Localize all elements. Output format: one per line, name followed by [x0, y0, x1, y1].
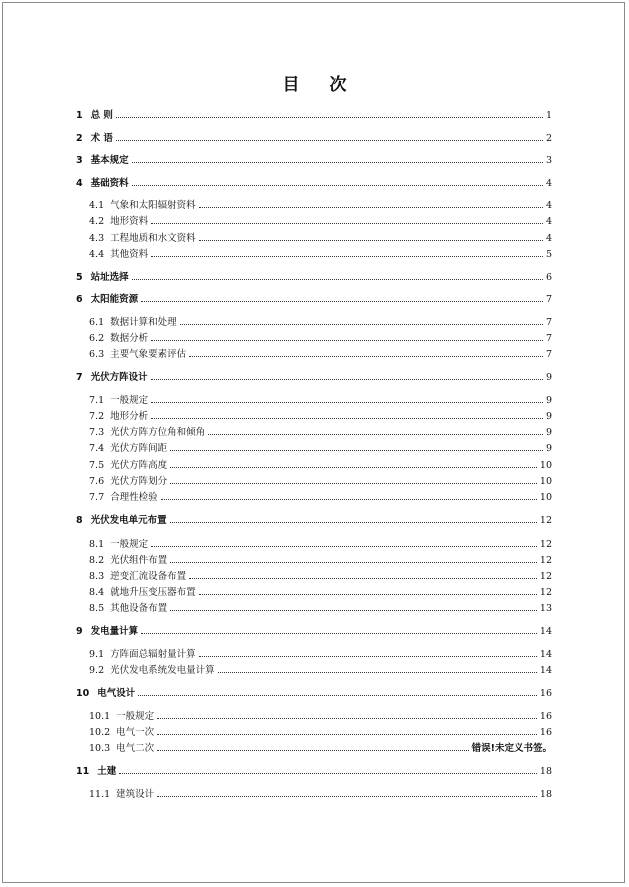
toc-leader-dots — [116, 140, 543, 141]
toc-entry-page: 18 — [539, 789, 552, 800]
toc-entry-number: 11 — [76, 766, 90, 777]
toc-entry-label: 其他设备布置 — [110, 603, 168, 614]
toc-entry-page: 9 — [545, 427, 552, 438]
toc-entry-label: 一般规定 — [110, 395, 149, 406]
toc-section-entry[interactable] — [89, 441, 552, 455]
toc-section-entry[interactable] — [89, 725, 552, 739]
toc-entry-number: 9.1 — [89, 649, 105, 660]
toc-leader-dots — [170, 562, 537, 563]
toc-entry-label: 一般规定 — [110, 539, 149, 550]
toc-chapter-entry[interactable] — [76, 764, 552, 778]
toc-entry-page: 5 — [545, 249, 552, 260]
toc-entry-label: 主要气象要素评估 — [110, 349, 187, 360]
toc-leader-dots — [170, 610, 537, 611]
toc-leader-dots — [180, 324, 543, 325]
toc-entry-label: 光伏发电单元布置 — [90, 515, 167, 526]
toc-section-entry[interactable] — [89, 425, 552, 439]
toc-leader-dots — [151, 379, 543, 380]
toc-entry-page: 9 — [545, 443, 552, 454]
toc-entry-number: 6.2 — [89, 333, 105, 344]
toc-entry-page: 12 — [539, 555, 552, 566]
toc-leader-dots — [141, 633, 537, 634]
toc-leader-dots — [132, 185, 543, 186]
toc-leader-dots — [157, 796, 537, 797]
toc-entry-page: 10 — [539, 460, 552, 471]
toc-entry-page-error: 错误!未定义书签。 — [471, 743, 552, 754]
toc-entry-number: 5 — [76, 272, 83, 283]
toc-entry-label: 电气设计 — [97, 688, 136, 699]
toc-chapter-entry[interactable] — [76, 292, 552, 306]
toc-entry-number: 2 — [76, 133, 83, 144]
toc-entry-label: 光伏方阵高度 — [110, 460, 168, 471]
toc-entry-label: 基本规定 — [90, 155, 129, 166]
toc-entry-number: 7.6 — [89, 476, 105, 487]
toc-entry-label: 方阵面总辐射量计算 — [110, 649, 196, 660]
toc-leader-dots — [170, 450, 543, 451]
toc-leader-dots — [157, 734, 537, 735]
toc-entry-label: 电气二次 — [116, 743, 155, 754]
toc-leader-dots — [170, 522, 537, 523]
toc-entry-page: 16 — [539, 688, 552, 699]
toc-entry-number: 10.1 — [89, 711, 111, 722]
toc-leader-dots — [132, 162, 543, 163]
toc-entry-page: 12 — [539, 515, 552, 526]
toc-entry-page: 4 — [545, 233, 552, 244]
toc-section-entry[interactable] — [89, 787, 552, 801]
toc-leader-dots — [157, 718, 537, 719]
toc-section-entry[interactable] — [89, 409, 552, 423]
toc-section-entry[interactable] — [89, 198, 552, 212]
toc-entry-label: 发电量计算 — [90, 626, 139, 637]
toc-entry-page: 1 — [545, 110, 552, 121]
toc-leader-dots — [151, 402, 543, 403]
toc-entry-number: 9 — [76, 626, 83, 637]
toc-entry-page: 14 — [539, 665, 552, 676]
toc-section-entry[interactable] — [89, 741, 552, 755]
toc-leader-dots — [141, 301, 543, 302]
toc-entry-label: 光伏方阵方位角和倾角 — [110, 427, 206, 438]
toc-leader-dots — [151, 340, 543, 341]
toc-entry-number: 4.4 — [89, 249, 105, 260]
toc-leader-dots — [161, 499, 537, 500]
toc-entry-number: 8.2 — [89, 555, 105, 566]
toc-chapter-entry[interactable] — [76, 153, 552, 167]
toc-entry-number: 8.5 — [89, 603, 105, 614]
toc-entry-number: 4.3 — [89, 233, 105, 244]
toc-entry-page: 12 — [539, 587, 552, 598]
toc-entry-label: 光伏组件布置 — [110, 555, 168, 566]
toc-leader-dots — [151, 546, 537, 547]
toc-leader-dots — [189, 578, 537, 579]
toc-entry-page: 7 — [545, 317, 552, 328]
toc-entry-label: 总 则 — [90, 110, 113, 121]
toc-entry-label: 工程地质和水文资料 — [110, 233, 196, 244]
toc-entry-number: 7.7 — [89, 492, 105, 503]
toc-chapter-entry[interactable] — [76, 131, 552, 145]
toc-chapter-entry[interactable] — [76, 513, 552, 527]
toc-entry-number: 10 — [76, 688, 90, 699]
toc-entry-page: 14 — [539, 649, 552, 660]
toc-entry-label: 光伏发电系统发电量计算 — [110, 665, 215, 676]
toc-section-entry[interactable] — [89, 231, 552, 245]
toc-entry-label: 太阳能资源 — [90, 294, 139, 305]
toc-entry-page: 16 — [539, 711, 552, 722]
toc-entry-number: 7.5 — [89, 460, 105, 471]
toc-entry-page: 4 — [545, 216, 552, 227]
toc-leader-dots — [170, 467, 537, 468]
toc-chapter-entry[interactable] — [76, 176, 552, 190]
toc-entry-number: 8.1 — [89, 539, 105, 550]
toc-entry-number: 10.3 — [89, 743, 111, 754]
toc-entry-number: 7.2 — [89, 411, 105, 422]
toc-leader-dots — [199, 207, 543, 208]
toc-section-entry[interactable] — [89, 647, 552, 661]
toc-chapter-entry[interactable] — [76, 108, 552, 122]
toc-entry-label: 基础资料 — [90, 178, 129, 189]
toc-leader-dots — [208, 434, 543, 435]
toc-entry-page: 10 — [539, 476, 552, 487]
toc-entry-page: 9 — [545, 395, 552, 406]
toc-entry-label: 一般规定 — [116, 711, 155, 722]
toc-entry-label: 其他资料 — [110, 249, 149, 260]
toc-entry-number: 4.1 — [89, 200, 105, 211]
toc-section-entry[interactable] — [89, 585, 552, 599]
toc-entry-number: 6.3 — [89, 349, 105, 360]
toc-title: 目 次 — [282, 75, 359, 95]
toc-entry-number: 8.4 — [89, 587, 105, 598]
toc-entry-page: 18 — [539, 766, 552, 777]
toc-entry-label: 就地升压变压器布置 — [110, 587, 196, 598]
toc-section-entry[interactable] — [89, 537, 552, 551]
toc-entry-page: 16 — [539, 727, 552, 738]
toc-entry-number: 1 — [76, 110, 83, 121]
toc-entry-label: 土建 — [97, 766, 117, 777]
toc-leader-dots — [116, 117, 543, 118]
toc-entry-label: 数据计算和处理 — [110, 317, 177, 328]
toc-leader-dots — [151, 418, 543, 419]
toc-entry-page: 12 — [539, 539, 552, 550]
toc-entry-number: 7.4 — [89, 443, 105, 454]
toc-entry-label: 光伏方阵划分 — [110, 476, 168, 487]
toc-entry-label: 地形分析 — [110, 411, 149, 422]
toc-entry-number: 9.2 — [89, 665, 105, 676]
toc-entry-label: 术 语 — [90, 133, 113, 144]
toc-section-entry[interactable] — [89, 315, 552, 329]
toc-entry-page: 4 — [545, 178, 552, 189]
toc-entry-page: 9 — [545, 411, 552, 422]
toc-chapter-entry[interactable] — [76, 370, 552, 384]
toc-entry-number: 4 — [76, 178, 83, 189]
toc-leader-dots — [199, 594, 537, 595]
toc-section-entry[interactable] — [89, 663, 552, 677]
toc-entry-label: 电气一次 — [116, 727, 155, 738]
toc-entry-label: 合理性检验 — [110, 492, 158, 503]
toc-entry-label: 数据分析 — [110, 333, 149, 344]
toc-section-entry[interactable] — [89, 247, 552, 261]
toc-section-entry[interactable] — [89, 458, 552, 472]
toc-leader-dots — [170, 483, 537, 484]
toc-leader-dots — [132, 279, 543, 280]
toc-entry-number: 7.3 — [89, 427, 105, 438]
toc-entry-page: 14 — [539, 626, 552, 637]
toc-entry-page: 3 — [545, 155, 552, 166]
toc-leader-dots — [138, 695, 537, 696]
toc-entry-label: 逆变汇流设备布置 — [110, 571, 187, 582]
toc-entry-number: 8.3 — [89, 571, 105, 582]
toc-entry-label: 站址选择 — [90, 272, 129, 283]
toc-section-entry[interactable] — [89, 553, 552, 567]
toc-section-entry[interactable] — [89, 214, 552, 228]
toc-section-entry[interactable] — [89, 393, 552, 407]
toc-section-entry[interactable] — [89, 347, 552, 361]
toc-entry-number: 11.1 — [89, 789, 111, 800]
toc-section-entry[interactable] — [89, 331, 552, 345]
toc-entry-label: 光伏方阵间距 — [110, 443, 168, 454]
toc-entry-label: 光伏方阵设计 — [90, 372, 148, 383]
toc-entry-page: 4 — [545, 200, 552, 211]
toc-entry-number: 4.2 — [89, 216, 105, 227]
toc-entry-number: 7.1 — [89, 395, 105, 406]
toc-section-entry[interactable] — [89, 569, 552, 583]
toc-entry-page: 9 — [545, 372, 552, 383]
toc-entry-number: 10.2 — [89, 727, 111, 738]
toc-section-entry[interactable] — [89, 709, 552, 723]
toc-entry-page: 6 — [545, 272, 552, 283]
toc-entry-number: 3 — [76, 155, 83, 166]
toc-leader-dots — [151, 223, 543, 224]
toc-leader-dots — [199, 656, 537, 657]
toc-section-entry[interactable] — [89, 490, 552, 504]
toc-entry-number: 8 — [76, 515, 83, 526]
toc-entry-label: 气象和太阳辐射资料 — [110, 200, 196, 211]
toc-leader-dots — [189, 356, 543, 357]
toc-chapter-entry[interactable] — [76, 686, 552, 700]
toc-entry-page: 2 — [545, 133, 552, 144]
toc-leader-dots — [199, 240, 543, 241]
toc-entry-page: 7 — [545, 294, 552, 305]
toc-entry-page: 7 — [545, 349, 552, 360]
toc-entry-label: 建筑设计 — [116, 789, 155, 800]
toc-leader-dots — [157, 750, 468, 751]
toc-chapter-entry[interactable] — [76, 624, 552, 638]
toc-section-entry[interactable] — [89, 601, 552, 615]
toc-entry-number: 6 — [76, 294, 83, 305]
toc-entry-page: 7 — [545, 333, 552, 344]
toc-leader-dots — [151, 256, 543, 257]
toc-entry-page: 10 — [539, 492, 552, 503]
toc-entry-page: 12 — [539, 571, 552, 582]
toc-entry-page: 13 — [539, 603, 552, 614]
toc-leader-dots — [218, 672, 537, 673]
toc-chapter-entry[interactable] — [76, 270, 552, 284]
toc-leader-dots — [119, 773, 537, 774]
toc-section-entry[interactable] — [89, 474, 552, 488]
toc-entry-number: 6.1 — [89, 317, 105, 328]
toc-entry-number: 7 — [76, 372, 83, 383]
toc-entry-label: 地形资料 — [110, 216, 149, 227]
